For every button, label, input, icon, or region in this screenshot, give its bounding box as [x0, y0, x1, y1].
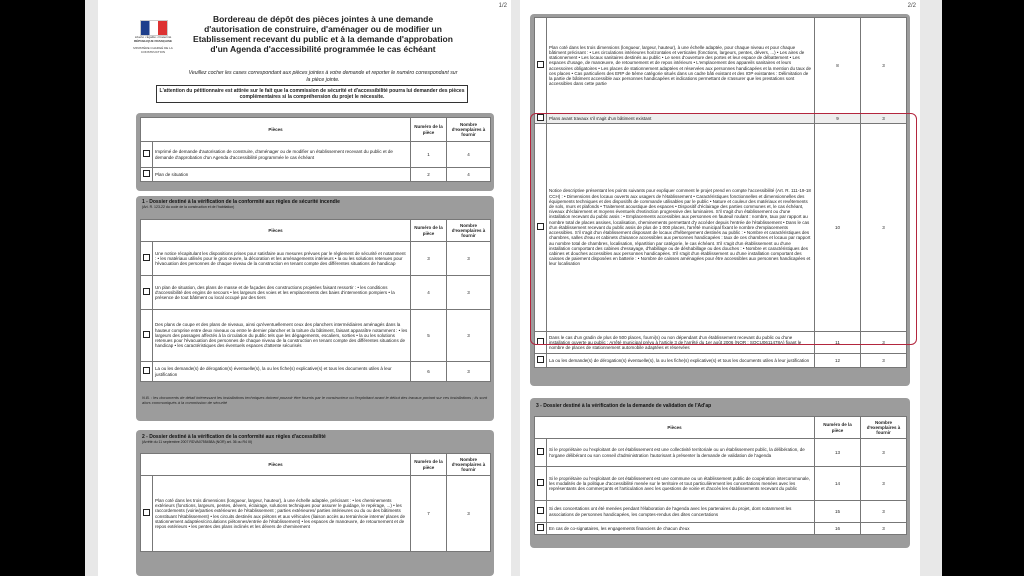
republique-francaise-logo: [132, 20, 174, 68]
row-count: 3: [861, 332, 907, 354]
table-row: [141, 168, 491, 182]
row-text: La ou les demande(s) de dérogation(s) éventuelle(s), la ou les fiche(s) explicative(s) et tous les documents utiles à leur justification: [547, 354, 815, 368]
section3-title: 3 - Dossier destiné à la vérification de la demande de validation de l'Ad'ap: [536, 403, 712, 409]
table-row: [535, 501, 907, 523]
section1-note: N.B. : les documents de détail intéressant les installations techniques doivent pouvoir être fournis par le constructeur ou l'exploitant avant le début des travaux portant sur ces installations ; ils sont alors communiqués à la commission de sécurité: [142, 395, 487, 405]
row-text: Si des concertations ont été menées pendant l'élaboration de l'agenda avec les partenaires du projet, dont notamment les associations de personnes handicapées, les comptes-rendus des dites concertations: [547, 501, 815, 523]
checkbox[interactable]: [537, 524, 544, 531]
section1-table: [140, 219, 491, 382]
table-row: [141, 362, 491, 382]
section2-ref: (Arrêté du 11 septembre 2007 RDVA0755458A (NOR) art. 36 ou R4 III): [142, 440, 252, 444]
section3-table: [534, 416, 907, 535]
row-text: Dans le cas d'un gradin de plus de 500 places, fourni(s) ou non dépendant d'un établissement recevant du public ou d'une installation ouverte au public : Arrêté municipal prévu à l'article 3 de l'arrêté du 1er août 2006 (NOR : SOCU0611478A) fixant le nombre de places de stationnement automobile adaptées et réservées: [547, 332, 815, 354]
checkbox[interactable]: [143, 254, 150, 261]
row-text: Plan de situation: [153, 168, 411, 182]
row-number: 2: [411, 168, 447, 182]
row-count: 3: [861, 467, 907, 501]
section1-title: 1 - Dossier destiné à la vérification de la conformité aux règles de sécurité incendie (Art. R. 123-22 du code de la construction et de l'habitation): [142, 199, 340, 209]
row-count: 4: [447, 168, 491, 182]
col-header-count: Nombre d'exemplaires à fournir: [447, 220, 491, 242]
col-header-count: Nombre d'exemplaires à fournir: [861, 417, 907, 439]
row-text: En cas de co-signataires, les engagements financiers de chacun d'eux: [547, 523, 815, 535]
highlight-annotation: [530, 113, 917, 345]
left-letterbox: [0, 0, 85, 576]
checkbox[interactable]: [143, 150, 150, 157]
col-header-number: Numéro de la pièce: [411, 220, 447, 242]
row-text: Si le propriétaire ou l'exploitant de cet établissement est une collectivité territoriale ou un établissement public, la délibération, de l'organe délibérant ou son conseil d'administration l'autorisant à présenter la demande de validation de l'agenda: [547, 439, 815, 467]
row-number: 6: [411, 362, 447, 382]
checkbox[interactable]: [537, 479, 544, 486]
checkbox[interactable]: [537, 356, 544, 363]
row-text: La ou les demande(s) de dérogation(s) éventuelle(s), la ou les fiche(s) explicative(s) et tous les documents utiles à leur justification: [153, 362, 411, 382]
row-number: 14: [815, 467, 861, 501]
attention-notice: L'attention du pétitionnaire est attirée sur le fait que la commission de sécurité et d'accessibilité pourra lui demander des pièces complémentaires si la compréhension du projet le nécessite.: [156, 85, 468, 103]
row-text: Si le propriétaire ou l'exploitant de cet établissement est une commune ou un établissement public de coopération intercommunale, les modalités de la politique d'accessibilité menée sur le territoire et tout particulièrement les concertations menées avec les représentants des commerçants et l'articulation avec les questions de voirie et d'accès les établissements recevant du public: [547, 467, 815, 501]
page-number: 2/2: [907, 3, 916, 9]
row-count: 3: [861, 354, 907, 368]
section2-table: [140, 453, 491, 552]
row-number: 4: [411, 276, 447, 310]
table-row: [535, 439, 907, 467]
row-number: 8: [815, 18, 861, 114]
row-count: 3: [861, 439, 907, 467]
row-number: 16: [815, 523, 861, 535]
logo-motto: Liberté • Égalité • Fraternité: [134, 35, 172, 39]
table-row: [535, 354, 907, 368]
checkbox[interactable]: [143, 170, 150, 177]
col-header-pieces: Pièces: [141, 220, 411, 242]
col-header-pieces: Pièces: [141, 118, 411, 142]
checkbox[interactable]: [143, 331, 150, 338]
checkbox[interactable]: [537, 448, 544, 455]
page-number: 1/2: [498, 3, 507, 9]
row-number: 7: [411, 476, 447, 552]
row-count: 3: [861, 18, 907, 114]
row-text: Une notice récapitulant les dispositions prises pour satisfaire aux mesures prévues par le règlement de sécurité et notamment : • les matériaux utilisés pour le gros œuvre, la décoration et les aménagements intérieurs • la ou les solutions retenues pour l'évacuation des personnes de chaque niveau de la construction en tenant compte des différentes situations de handicap: [153, 242, 411, 276]
col-header-number: Numéro de la pièce: [411, 118, 447, 142]
col-header-pieces: Pièces: [141, 454, 411, 476]
col-header-pieces: Pièces: [535, 417, 815, 439]
row-number: 5: [411, 310, 447, 362]
row-text: Imprimé de demande d'autorisation de construire, d'aménager ou de modifier un établissement recevant du public et de demande d'approbation d'un Agenda d'accessibilité programmée le cas échéant: [153, 142, 411, 168]
marianne-icon: [140, 20, 168, 36]
page-subtitle: Veuillez cocher les cases correspondant aux pièces jointes à votre demande et reporter le numéro correspondant sur la pièce jointe.: [188, 70, 458, 83]
col-header-number: Numéro de la pièce: [815, 417, 861, 439]
table-row: [141, 142, 491, 168]
row-text: Plan coté dans les trois dimensions (longueur, largeur, hauteur), à une échelle adaptée, précisant : • les cheminements extérieurs (fonctions, largeurs, pentes, dévers, éclairage, solutions techniques pour assurer le guidage, le repérage, ...) • les raccordements (voirie/parties extérieures de l'établissement ; parties extérieures/ parties intérieures ou du ou des bâtiments constituant l'établissement) • les circuits destinés aux piétons et aux véhicules (liaison accès au terrain/voie interne/ places de stationnement adaptées/circulations piétonnes/entrée de l'établissement) • les espaces de manœuvre, de retournement et de repos extérieurs • les pentes des plans inclinés et les dévers de cheminement: [153, 476, 411, 552]
table-row: [141, 476, 491, 552]
row-count: 4: [447, 142, 491, 168]
table-row: [141, 310, 491, 362]
logo-republic: RÉPUBLIQUE FRANÇAISE: [133, 39, 172, 43]
table-row: [141, 242, 491, 276]
row-count: 3: [447, 310, 491, 362]
section1-ref: (Art. R. 123-22 du code de la construction et de l'habitation): [142, 205, 235, 209]
document-page-1: [98, 0, 511, 576]
row-number: 3: [411, 242, 447, 276]
checkbox[interactable]: [143, 509, 150, 516]
row-count: 3: [447, 476, 491, 552]
checkbox[interactable]: [143, 367, 150, 374]
row-number: 13: [815, 439, 861, 467]
row-text: Plan coté dans les trois dimensions (longueur, largeur, hauteur), à une échelle adaptée, pour chaque niveau et pour chaque bâtiment précisant : • Les circulations intérieures horizontales et verticales (fonctions, largeurs, pentes, dévers, ...) • Les aires de stationnement • Les locaux sanitaires destinés au public • Le sens d'ouverture des portes et leur espace de débattement • Les espaces d'usage, de manœuvre, de retournement et de repos intérieurs • L'emplacement des appareils sanitaires et leurs accessoires obligatoires • Les places de stationnement adaptées et réservées aux personnes handicapées et la mention du taux de ces places • Cas particuliers des ERP de 5ème catégorie situés dans un cadre bâti existant et des IOP existantes : Délimitation de la partie de bâtiment accessible aux personnes handicapées et indications permettant de s'assurer que les prestations sont accessibles dans cette partie: [547, 18, 815, 114]
checkbox[interactable]: [537, 61, 544, 68]
checkbox[interactable]: [143, 288, 150, 295]
general-table: [140, 117, 491, 182]
right-letterbox: [942, 0, 1024, 576]
row-text: Plans avant travaux s'il s'agit d'un bâtiment existant: [547, 114, 815, 124]
row-count: 3: [861, 523, 907, 535]
col-header-number: Numéro de la pièce: [411, 454, 447, 476]
row-text: Un plan de situation, des plans de masse et de façades des constructions projetées faisant ressortir : • les conditions d'accessibilité des engins de secours • les largeurs des voies et les emplacements des baies d'intervention pompiers • la présence de tout bâtiment ou local occupé par des tiers: [153, 276, 411, 310]
row-count: 3: [861, 124, 907, 332]
row-count: 3: [447, 276, 491, 310]
row-text: Notice descriptive présentant les points suivants pour expliquer comment le projet prend en compte l'accessibilité (Art. R. 111-19-18 CCH) : • Dimensions des locaux ouverts aux usagers de l'établissement • Caractéristiques fonctionnelles et dimensionnelles des équipements techniques et des dispositifs de commande utilisables par le public • Nature et couleur des matériaux et revêtements de sols, murs et plafonds • Traitement acoustique des espaces • Dispositif d'éclairage des parties communes et, le cas échéant, niveaux d'éclairement et moyens éventuels d'extinction progressive des luminaires. S'il s'agit d'un établissement ou d'une installation recevant du public assis : • Emplacements accessibles aux personnes en fauteuil roulant : nombre, taux par rapport au nombre total de places assises, localisation, cheminements permettant d'y accéder depuis l'entrée de l'établissement • Dans le cas d'un établissement recevant du public assis de plus de 1 000 places, l'arrêté municipal fixant le nombre d'emplacements accessibles. S'il s'agit d'un établissement disposant de locaux d'hébergement destinés au public : • Nombre et caractéristiques des chambres, salles d'eau et cabinets d'aisance accessibles aux personnes handicapées : taux de ces chambres et locaux par rapport au nombre total de chambres, localisation, répartition par catégorie, le cas échéant. S'il s'agit d'un établissement ou d'une installation comportant des cabines d'essayage, d'habillage ou de déshabillage ou des douches : • Nombre et caractéristiques des cabines et douches accessibles aux personnes handicapées. S'il s'agit d'un établissement ou d'une installation comportant des caisses de paiement disposées en batterie : • Nombre de caisses aménagées pour être accessibles aux personnes handicapées et leur localisation: [547, 124, 815, 332]
row-number: 11: [815, 332, 861, 354]
col-header-count: Nombre d'exemplaires à fournir: [447, 118, 491, 142]
row-number: 15: [815, 501, 861, 523]
page-title: Bordereau de dépôt des pièces jointes à une demande d'autorisation de construire, d'aménager ou de modifier un Etablissement recevant du public et à la demande d'approbation d'un Agenda d'accessibilité programmée le cas échéant: [193, 14, 453, 54]
table-row: [535, 467, 907, 501]
row-count: 3: [447, 362, 491, 382]
row-count: 3: [861, 501, 907, 523]
table-row: [535, 18, 907, 114]
row-number: 9: [815, 114, 861, 124]
table-row: [535, 523, 907, 535]
row-number: 10: [815, 124, 861, 332]
row-number: 12: [815, 354, 861, 368]
table-row: [141, 276, 491, 310]
row-text: Des plans de coupe et des plans de niveaux, ainsi qu'éventuellement ceux des planchers intermédiaires aménagés dans la hauteur comprise entre deux niveaux ou entre le dernier plancher et la toiture du bâtiment, faisant apparaître notamment : • les largeurs des passages affectés à la circulation du public tels que les dégagements, escaliers, sorties • la ou les solutions retenues pour l'évacuation des personnes de chaque niveau de la construction en tenant compte des différentes situations de handicap • les caractéristiques des éventuels espaces d'attente sécurisés: [153, 310, 411, 362]
checkbox[interactable]: [537, 507, 544, 514]
row-count: 3: [447, 242, 491, 276]
logo-ministry: MINISTÈRE CHARGÉ DE LA CONSTRUCTION: [133, 46, 173, 54]
row-count: 3: [861, 114, 907, 124]
row-number: 1: [411, 142, 447, 168]
col-header-count: Nombre d'exemplaires à fournir: [447, 454, 491, 476]
section2-title: 2 - Dossier destiné à la vérification de la conformité aux règles d'accessibilité (Arrêté du 11 septembre 2007 RDVA0755458A (NOR) art. 36 ou R4 III): [142, 434, 326, 444]
